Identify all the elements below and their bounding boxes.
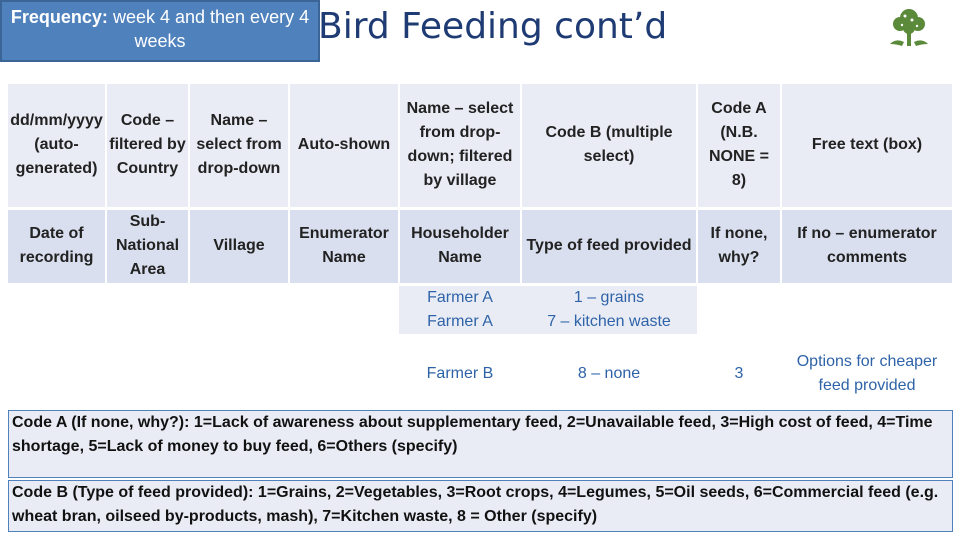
format-why: Code A (N.B. NONE = 8) [697,84,781,208]
format-row [8,84,953,208]
frequency-text: week 4 and then every 4 weeks [112,7,310,51]
header-feed: Type of feed provided [521,208,697,284]
header-enumerator: Enumerator Name [289,208,399,284]
header-householder: Householder Name [399,208,521,284]
page-title: Bird Feeding cont’d [318,6,668,47]
header-why: If none, why? [697,208,781,284]
format-comments: Free text (box) [781,84,953,208]
example-householder-3: Farmer B [399,334,521,414]
format-householder: Name – select from drop-down; filtered by village [399,84,521,208]
example-feed-2: 7 – kitchen waste [547,312,671,330]
header-subnational: Sub-National Area [106,208,189,284]
data-collection-table [8,84,954,414]
header-date: Date of recording [8,208,106,284]
example-feed [521,284,697,334]
example-householder-1: Farmer A [427,288,493,306]
format-village: Name – select from drop-down [189,84,289,208]
example-householder-2: Farmer A [427,312,493,330]
frequency-label: Frequency: [10,7,108,27]
header-row [8,208,953,284]
frequency-banner [0,0,320,62]
tree-logo-icon [878,4,940,54]
header-comments: If no – enumerator comments [781,208,953,284]
example-feed-3: 8 – none [521,334,697,414]
code-a-legend: Code A (If none, why?): 1=Lack of awareness about supplementary feed, 2=Unavailable feed, 3=High cost of feed, 4=Time shortage, 5=Lack of money to buy feed, 6=Others (specify) [8,410,953,478]
code-b-legend: Code B (Type of feed provided): 1=Grains, 2=Vegetables, 3=Root crops, 4=Legumes, 5=Oil seeds, 6=Commercial feed (e.g. wheat bran, oilseed by-products, mash), 7=Kitchen waste, 8 = Other (specify) [8,480,953,532]
format-date: dd/mm/yyyy (auto-generated) [8,84,106,208]
format-feed: Code B (multiple select) [521,84,697,208]
example-row-farmer-b [8,334,953,414]
example-comments-3: Options for cheaper feed provided [781,334,953,414]
format-enumerator: Auto-shown [289,84,399,208]
format-subnational: Code – filtered by Country [106,84,189,208]
example-why-3: 3 [697,334,781,414]
example-feed-1: 1 – grains [573,288,645,306]
example-householder [399,284,521,334]
header-village: Village [189,208,289,284]
example-row-farmer-a [8,284,953,334]
